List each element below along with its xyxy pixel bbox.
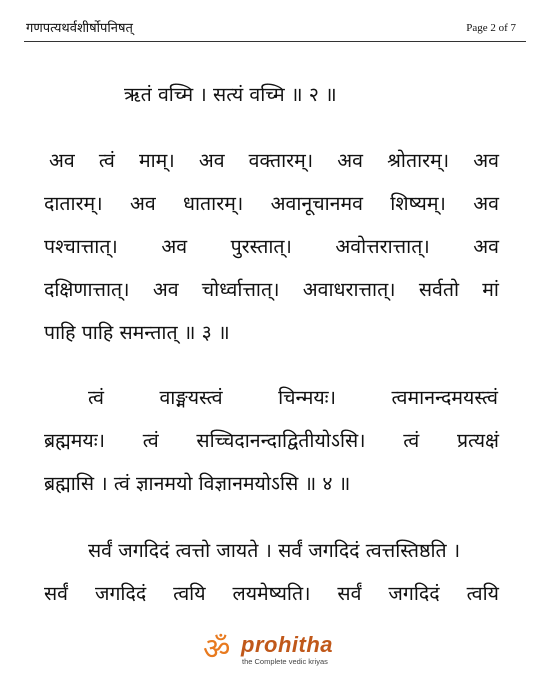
- verse-5-line-2: [44, 579, 499, 606]
- footer-logo: [203, 632, 363, 672]
- word: अव: [473, 235, 499, 258]
- verse-3-line-1: [49, 146, 499, 173]
- brand-name: prohitha: [241, 632, 333, 657]
- verse-3-line-5: पाहि पाहि समन्तात् ॥ ३ ॥: [44, 321, 230, 344]
- word: त्वं: [98, 149, 115, 172]
- word: अव: [152, 278, 179, 301]
- word: अव: [161, 235, 188, 258]
- word: अवोत्तरात्तात्।: [335, 235, 430, 258]
- word: अव: [198, 149, 225, 172]
- header-divider: [24, 41, 526, 42]
- document-title: गणपत्यथर्वशीर्षोपनिषत्: [26, 21, 133, 36]
- word: त्वं: [142, 429, 159, 452]
- word: त्वयि: [173, 582, 206, 605]
- word: मां: [482, 278, 499, 301]
- word: पश्चात्तात्।: [44, 235, 118, 258]
- word: अव: [337, 149, 363, 172]
- word: अव: [473, 192, 499, 215]
- verse-4-line-1: [88, 383, 498, 410]
- verse-3-line-4: [44, 275, 499, 302]
- word: चिन्मयः।: [278, 386, 337, 409]
- word: त्वं: [403, 429, 420, 452]
- word: त्वं: [88, 386, 105, 409]
- word: जगदिदं: [94, 582, 147, 605]
- word: वाङ्मयस्त्वं: [159, 386, 223, 409]
- verse-4-line-2: [44, 426, 499, 453]
- word: धातारम्।: [183, 192, 244, 215]
- word: सच्चिदानन्दाद्वितीयोऽसि।: [196, 429, 366, 452]
- word: ब्रह्ममयः।: [44, 429, 106, 452]
- word: त्वमानन्दमयस्त्वं: [391, 386, 498, 409]
- word: अवाधरात्तात्।: [302, 278, 396, 301]
- word: अव: [129, 192, 156, 215]
- word: त्वयि: [466, 582, 499, 605]
- verse-2-line-1: ऋतं वच्मि । सत्यं वच्मि ॥ २ ॥: [124, 83, 337, 106]
- word: अव: [49, 149, 75, 172]
- word: सर्वं: [337, 582, 362, 605]
- word: शिष्यम्।: [390, 192, 446, 215]
- word: वक्तारम्।: [248, 149, 314, 172]
- word: जगदिदं: [388, 582, 440, 605]
- word: अवानूचानमव: [270, 192, 363, 215]
- word: पुरस्तात्।: [230, 235, 292, 258]
- word: दक्षिणात्तात्।: [44, 278, 130, 301]
- verse-3-line-3: [44, 232, 499, 259]
- word: दातारम्।: [44, 192, 103, 215]
- word: सर्वतो: [418, 278, 460, 301]
- brand-tagline: the Complete vedic kriyas: [242, 657, 328, 666]
- word: चोर्ध्वात्तात्।: [201, 278, 280, 301]
- om-icon: ॐ: [203, 632, 231, 667]
- word: अव: [473, 149, 499, 172]
- verse-3-line-2: [44, 189, 499, 216]
- word: माम्।: [138, 149, 175, 172]
- word: लयमेष्यति।: [232, 582, 311, 605]
- word: प्रत्यक्षं: [456, 429, 499, 452]
- page-number: Page 2 of 7: [466, 22, 516, 34]
- word: श्रोतारम्।: [387, 149, 450, 172]
- verse-5-line-1: सर्वं जगदिदं त्वत्तो जायते । सर्वं जगदिदं त्वत्तस्तिष्ठति ।: [88, 539, 461, 562]
- word: सर्वं: [44, 582, 69, 605]
- verse-4-line-3: ब्रह्मासि । त्वं ज्ञानमयो विज्ञानमयोऽसि ॥ ४ ॥: [44, 472, 351, 495]
